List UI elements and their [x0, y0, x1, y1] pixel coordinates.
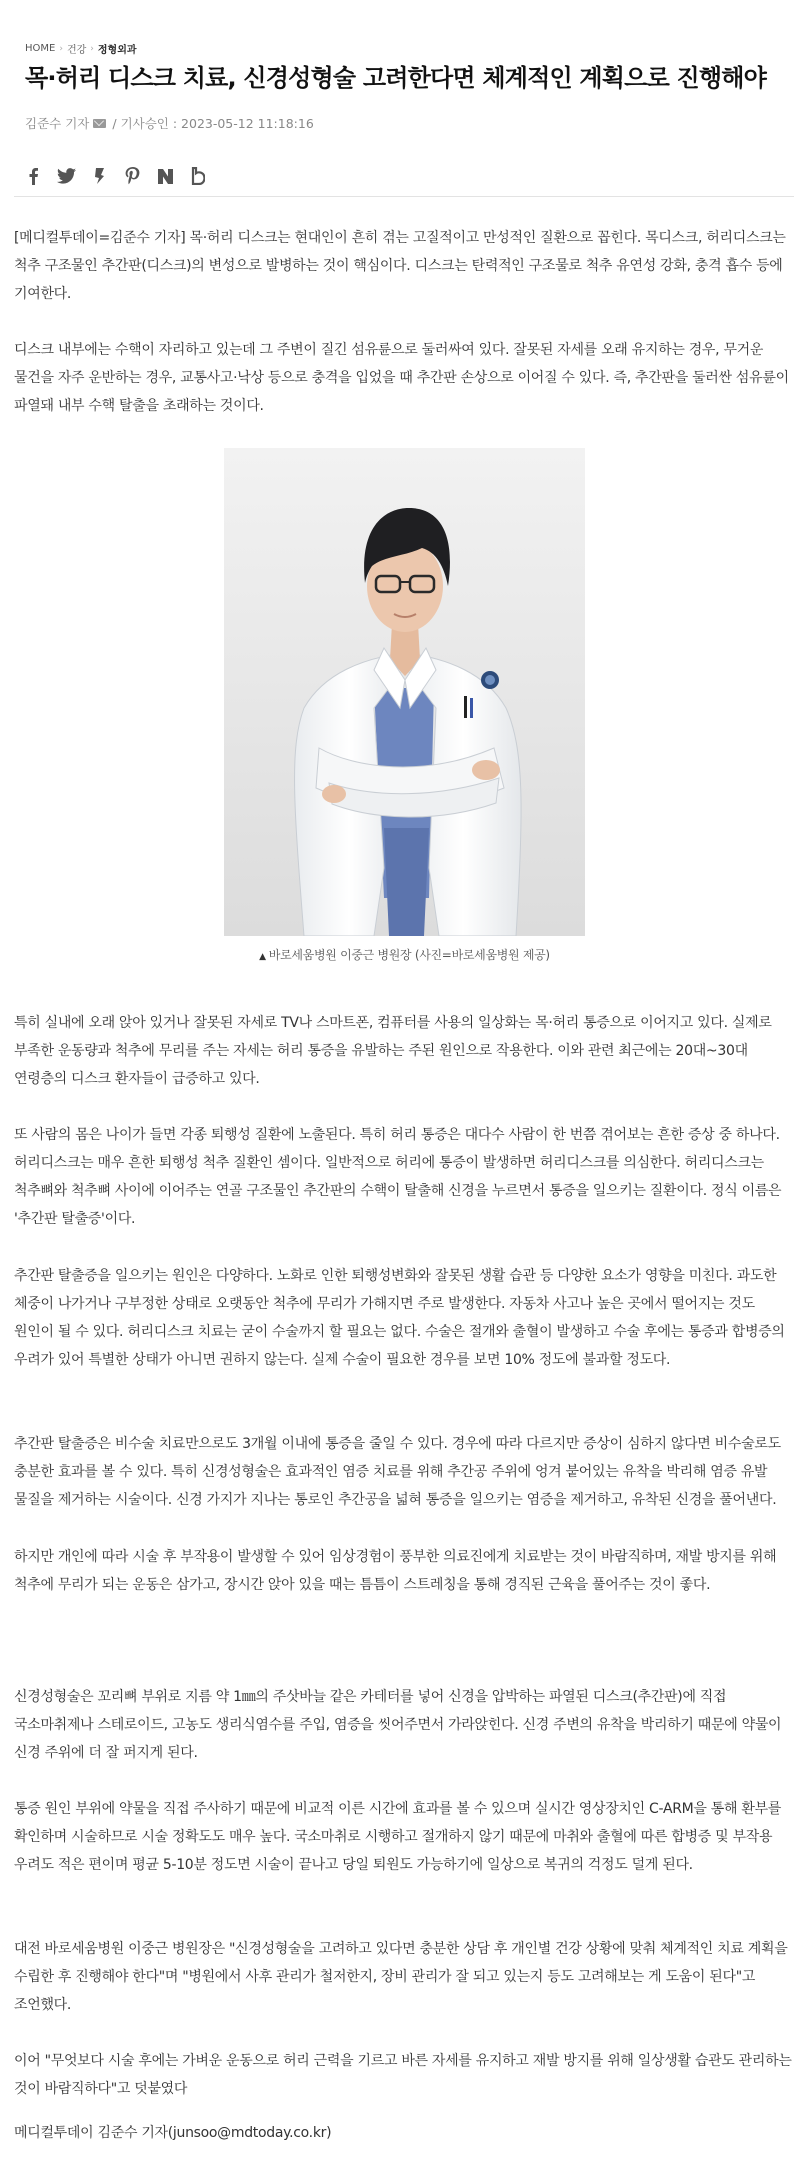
breadcrumb-category-link[interactable]: 건강 — [66, 45, 87, 56]
photo-caption — [224, 946, 585, 963]
chevron-right-icon: › — [59, 43, 63, 54]
facebook-icon[interactable] — [22, 165, 44, 187]
article-paragraph: 하지만 개인에 따라 시술 후 부작용이 발생할 수 있어 임상경험이 풍부한 의료진에게 치료받는 것이 바람직하며, 재발 방지를 위해 척추에 무리가 되는 운동은 삼가고, 장시간 앉아 있을 때는 틈틈이 스트레칭을 통해 경직된 근육을 풀어주는 것이 좋다. — [14, 1549, 777, 1593]
naver-icon[interactable] — [154, 165, 176, 187]
article-byline — [25, 114, 314, 132]
article-paragraph: 이어 "무엇보다 시술 후에는 가벼운 운동으로 허리 근력을 기르고 바른 자세를 유지하고 재발 방지를 위해 일상생활 습관도 관리하는 것이 바람직하다"고 덧붙였다 — [14, 2053, 792, 2097]
reporter-signature: 메디컬투데이 김준수 기자(junsoo@mdtoday.co.kr) — [14, 2125, 332, 2141]
article-paragraph: 또 사람의 몸은 나이가 들면 각종 퇴행성 질환에 노출된다. 특히 허리 통증은 대다수 사람이 한 번쯤 겪어보는 흔한 증상 중 하나다. 허리디스크는 매우 흔한 퇴행성 척추 질환인 셈이다. 일반적으로 허리에 통증이 발생하면 허리디스크를 의심한다. 허리디스크는 척추뼈와 척추뼈 사이에 이어주는 연골 구조물인 추간판의 수핵이 탈출해 신경을 누르면서 통증을 일으키는 질환이다. 정식 이름은 '추간판 탈출증'이다. — [14, 1127, 782, 1227]
breadcrumb-current-link[interactable]: 정형외과 — [97, 45, 137, 56]
chevron-right-icon: › — [90, 43, 94, 54]
article-paragraph: 추간판 탈출증은 비수술 치료만으로도 3개월 이내에 통증을 줄일 수 있다. 경우에 따라 다르지만 증상이 심하지 않다면 비수술로도 충분한 효과를 볼 수 있다. 특히 신경성형술은 효과적인 염증 치료를 위해 추간공 주위에 엉겨 붙어있는 유착을 박리해 염증 유발 물질을 제거하는 시술이다. 신경 가지가 지나는 통로인 추간공을 넓혀 통증을 일으키는 염증을 제거하고, 유착된 신경을 풀어낸다. — [14, 1436, 781, 1508]
article-paragraph: 통증 원인 부위에 약물을 직접 주사하기 때문에 비교적 이른 시간에 효과를 볼 수 있으며 실시간 영상장치인 C-ARM을 통해 환부를 확인하며 시술하므로 시술 정확도도 매우 높다. 국소마취로 시행하고 절개하지 않기 때문에 마취와 출혈에 따른 합병증 및 부작용 우려도 적은 편이며 평균 5-10분 정도면 시술이 끝나고 당일 퇴원도 가능하기에 일상으로 복귀의 걱정도 덜게 된다. — [14, 1801, 782, 1873]
share-toolbar — [22, 165, 209, 187]
header-divider — [14, 196, 794, 197]
article-paragraph: 추간판 탈출증을 일으키는 원인은 다양하다. 노화로 인한 퇴행성변화와 잘못된 생활 습관 등 다양한 요소가 영향을 미친다. 과도한 체중이 나가거나 구부정한 상태로 오랫동안 척추에 무리가 가해지면 주로 발생한다. 자동차 사고나 높은 곳에서 떨어지는 것도 원인이 될 수 있다. 허리디스크 치료는 굳이 수술까지 할 필요는 없다. 수술은 절개와 출혈이 발생하고 수술 후에는 통증과 합병증의 우려가 있어 특별한 상태가 아니면 권하지 않는다. 실제 수술이 필요한 경우를 보면 10% 정도에 불과할 정도다. — [14, 1268, 785, 1368]
article-title: 목·허리 디스크 치료, 신경성형술 고려한다면 체계적인 계획으로 진행해야 — [25, 64, 767, 92]
band-icon[interactable] — [187, 165, 209, 187]
pinterest-icon[interactable] — [121, 165, 143, 187]
kakaostory-icon[interactable] — [88, 165, 110, 187]
breadcrumb-home-link[interactable]: HOME — [25, 43, 56, 54]
doctor-photo — [224, 448, 585, 936]
breadcrumb — [25, 41, 137, 56]
article-paragraph: 특히 실내에 오래 앉아 있거나 잘못된 자세로 TV나 스마트폰, 컴퓨터를 사용의 일상화는 목·허리 통증으로 이어지고 있다. 실제로 부족한 운동량과 척추에 무리를 주는 자세는 허리 통증을 유발하는 주된 원인으로 작용한다. 이와 관련 최근에는 20대~30대 연령층의 디스크 환자들이 급증하고 있다. — [14, 1015, 772, 1087]
reporter-name: 김준수 기자 — [25, 116, 90, 131]
email-icon[interactable] — [93, 119, 106, 128]
approval-time: 기사승인 : 2023-05-12 11:18:16 — [120, 116, 314, 131]
caption-text: 바로세움병원 이중근 병원장 (사진=바로세움병원 제공) — [268, 948, 550, 962]
article-paragraph: 디스크 내부에는 수핵이 자리하고 있는데 그 주변이 질긴 섬유륜으로 둘러싸여 있다. 잘못된 자세를 오래 유지하는 경우, 무거운 물건을 자주 운반하는 경우, 교통사고·낙상 등으로 충격을 입었을 때 추간판 손상으로 이어질 수 있다. 즉, 추간판을 둘러싼 섬유륜이 파열돼 내부 수핵 탈출을 초래하는 것이다. — [14, 342, 789, 414]
twitter-icon[interactable] — [55, 165, 77, 187]
article-paragraph: [메디컬투데이=김준수 기자] 목·허리 디스크는 현대인이 흔히 겪는 고질적이고 만성적인 질환으로 꼽힌다. 목디스크, 허리디스크는 척추 구조물인 추간판(디스크)의 변성으로 발병하는 것이 핵심이다. 디스크는 탄력적인 구조물로 척추 유연성 강화, 충격 흡수 등에 기여한다. — [14, 230, 786, 302]
article-paragraph: 신경성형술은 꼬리뼈 부위로 지름 약 1㎜의 주삿바늘 같은 카테터를 넣어 신경을 압박하는 파열된 디스크(추간판)에 직접 국소마취제나 스테로이드, 고농도 생리식염수를 주입, 염증을 씻어주면서 가라앉힌다. 신경 주변의 유착을 박리하기 때문에 약물이 신경 주위에 더 잘 퍼지게 된다. — [14, 1689, 782, 1761]
byline-separator: / — [112, 115, 117, 131]
article-paragraph: 대전 바로세움병원 이중근 병원장은 "신경성형술을 고려하고 있다면 충분한 상담 후 개인별 건강 상황에 맞춰 체계적인 치료 계획을 수립한 후 진행해야 한다"며 "병원에서 사후 관리가 철저한지, 장비 관리가 잘 되고 있는지 등도 고려해보는 게 도움이 된다"고 조언했다. — [14, 1941, 788, 2013]
caption-marker-icon: ▲ — [259, 952, 266, 962]
